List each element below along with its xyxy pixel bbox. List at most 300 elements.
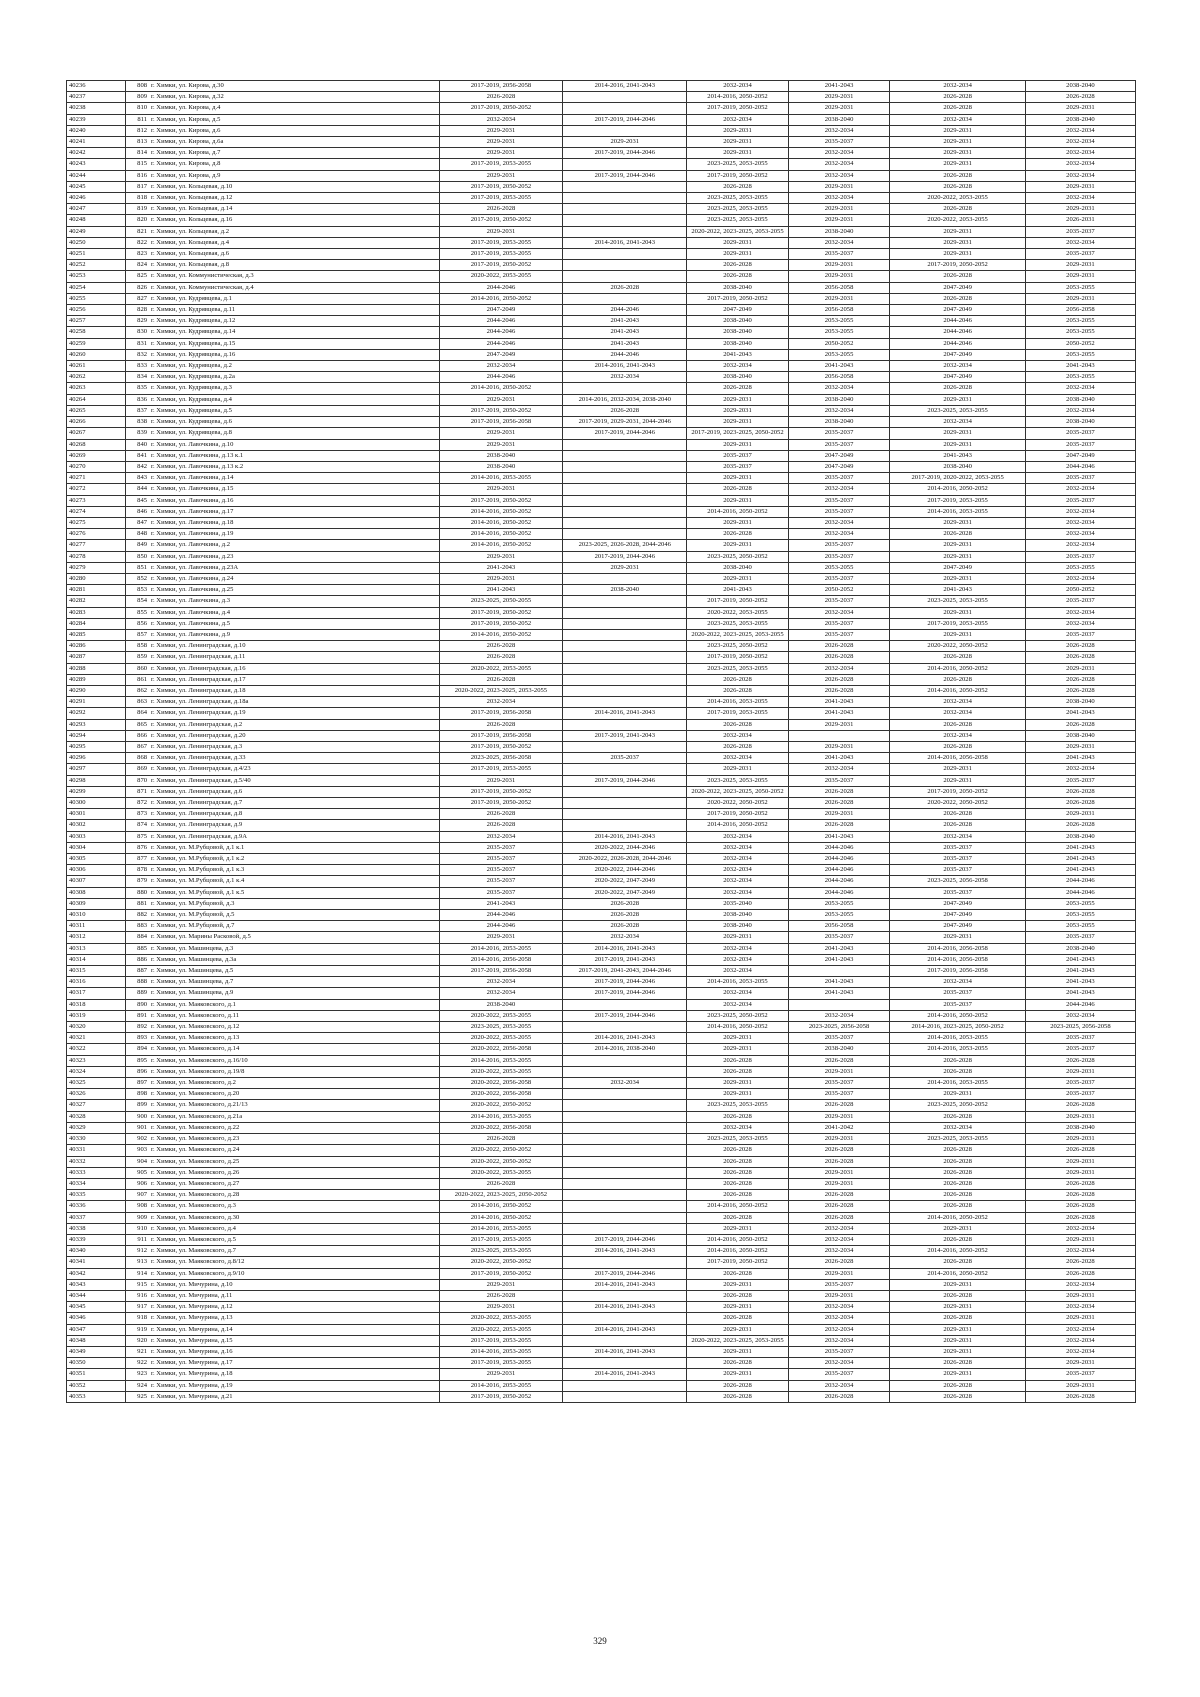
row-id-cell: 40255 bbox=[67, 293, 126, 304]
period-cell: 2014-2016, 2050-2052 bbox=[890, 484, 1025, 495]
period-cell: 2041-2042 bbox=[788, 1122, 890, 1133]
table-row bbox=[67, 910, 1136, 921]
period-cell: 2029-2031 bbox=[439, 573, 563, 584]
row-id-cell: 40244 bbox=[67, 170, 126, 181]
period-cell: 2020-2022, 2053-2055 bbox=[439, 1066, 563, 1077]
period-cell: 2026-2028 bbox=[563, 282, 687, 293]
period-cell: 2032-2034 bbox=[1025, 1279, 1135, 1290]
row-id-cell: 40247 bbox=[67, 204, 126, 215]
period-cell: 2014-2016, 2053-2055 bbox=[439, 1346, 563, 1357]
table-row bbox=[67, 125, 1136, 136]
period-cell: 2029-2031 bbox=[1025, 204, 1135, 215]
address-cell: г. Химки, ул. Ленинградская, д.20 bbox=[149, 730, 439, 741]
table-row bbox=[67, 753, 1136, 764]
period-cell: 2032-2034 bbox=[890, 977, 1025, 988]
row-number-cell: 871 bbox=[126, 786, 149, 797]
period-cell: 2053-2055 bbox=[1025, 910, 1135, 921]
table-row bbox=[67, 1033, 1136, 1044]
table-row bbox=[67, 607, 1136, 618]
row-number-cell: 822 bbox=[126, 237, 149, 248]
period-cell bbox=[563, 1022, 687, 1033]
period-cell: 2032-2034 bbox=[1025, 405, 1135, 416]
row-number-cell: 887 bbox=[126, 966, 149, 977]
period-cell: 2032-2034 bbox=[687, 1122, 789, 1133]
period-cell: 2017-2019, 2053-2055 bbox=[439, 237, 563, 248]
period-cell: 2035-2037 bbox=[788, 1369, 890, 1380]
period-cell bbox=[563, 193, 687, 204]
period-cell: 2032-2034 bbox=[788, 1358, 890, 1369]
period-cell: 2023-2025, 2050-2052 bbox=[687, 1010, 789, 1021]
period-cell: 2035-2037 bbox=[439, 854, 563, 865]
row-number-cell: 886 bbox=[126, 954, 149, 965]
period-cell: 2029-2031 bbox=[687, 439, 789, 450]
period-cell: 2017-2019, 2044-2046 bbox=[563, 1268, 687, 1279]
period-cell: 2032-2034 bbox=[788, 383, 890, 394]
address-cell: г. Химки, ул. Лавочкина, д.3 bbox=[149, 596, 439, 607]
table-row bbox=[67, 798, 1136, 809]
period-cell: 2023-2025, 2050-2052 bbox=[890, 1100, 1025, 1111]
table-row bbox=[67, 1078, 1136, 1089]
table-row bbox=[67, 764, 1136, 775]
period-cell: 2032-2034 bbox=[687, 999, 789, 1010]
address-cell: г. Химки, ул. М.Рубцовой, д.1 к.4 bbox=[149, 876, 439, 887]
period-cell bbox=[563, 249, 687, 260]
table-row bbox=[67, 327, 1136, 338]
row-id-cell: 40327 bbox=[67, 1100, 126, 1111]
row-number-cell: 904 bbox=[126, 1156, 149, 1167]
period-cell bbox=[563, 809, 687, 820]
period-cell: 2029-2031 bbox=[439, 932, 563, 943]
row-id-cell: 40305 bbox=[67, 854, 126, 865]
table-row bbox=[67, 1223, 1136, 1234]
period-cell bbox=[563, 719, 687, 730]
period-cell: 2029-2031 bbox=[890, 159, 1025, 170]
period-cell: 2053-2055 bbox=[1025, 921, 1135, 932]
row-number-cell: 902 bbox=[126, 1134, 149, 1145]
period-cell: 2029-2031 bbox=[687, 125, 789, 136]
period-cell bbox=[563, 1290, 687, 1301]
period-cell: 2044-2046 bbox=[890, 338, 1025, 349]
period-cell: 2029-2031 bbox=[687, 394, 789, 405]
period-cell: 2032-2034 bbox=[1025, 1324, 1135, 1335]
table-row bbox=[67, 1010, 1136, 1021]
row-number-cell: 895 bbox=[126, 1055, 149, 1066]
period-cell: 2020-2022, 2053-2055 bbox=[890, 193, 1025, 204]
period-cell: 2026-2028 bbox=[1025, 1257, 1135, 1268]
period-cell: 2026-2028 bbox=[1025, 1268, 1135, 1279]
row-id-cell: 40253 bbox=[67, 271, 126, 282]
address-cell: г. Химки, ул. Маяковского, д.21а bbox=[149, 1111, 439, 1122]
period-cell: 2020-2022, 2044-2046 bbox=[563, 865, 687, 876]
row-number-cell: 859 bbox=[126, 652, 149, 663]
period-cell: 2029-2031 bbox=[890, 932, 1025, 943]
period-cell: 2026-2028 bbox=[788, 1156, 890, 1167]
period-cell: 2026-2028 bbox=[890, 741, 1025, 752]
period-cell: 2026-2028 bbox=[788, 820, 890, 831]
period-cell: 2032-2034 bbox=[1025, 193, 1135, 204]
row-number-cell: 848 bbox=[126, 529, 149, 540]
period-cell: 2038-2040 bbox=[687, 372, 789, 383]
period-cell: 2041-2043 bbox=[439, 585, 563, 596]
period-cell: 2029-2031 bbox=[1025, 293, 1135, 304]
period-cell: 2017-2019, 2050-2052 bbox=[439, 181, 563, 192]
period-cell: 2044-2046 bbox=[788, 842, 890, 853]
period-cell: 2029-2031 bbox=[687, 932, 789, 943]
period-cell: 2017-2019, 2050-2052 bbox=[687, 652, 789, 663]
period-cell: 2047-2049 bbox=[890, 562, 1025, 573]
row-number-cell: 875 bbox=[126, 831, 149, 842]
period-cell: 2020-2022, 2023-2025, 2053-2055 bbox=[687, 1335, 789, 1346]
row-number-cell: 818 bbox=[126, 193, 149, 204]
period-cell: 2044-2046 bbox=[788, 887, 890, 898]
period-cell: 2041-2043 bbox=[788, 831, 890, 842]
address-cell: г. Химки, ул. Лавочкина, д.16 bbox=[149, 495, 439, 506]
period-cell: 2014-2016, 2056-2058 bbox=[439, 954, 563, 965]
row-number-cell: 870 bbox=[126, 775, 149, 786]
period-cell: 2038-2040 bbox=[788, 417, 890, 428]
period-cell: 2014-2016, 2041-2043 bbox=[563, 1346, 687, 1357]
period-cell: 2032-2034 bbox=[890, 697, 1025, 708]
period-cell bbox=[563, 383, 687, 394]
period-cell: 2026-2028 bbox=[890, 1380, 1025, 1391]
table-row bbox=[67, 394, 1136, 405]
row-number-cell: 825 bbox=[126, 271, 149, 282]
table-row bbox=[67, 305, 1136, 316]
period-cell: 2053-2055 bbox=[788, 327, 890, 338]
period-cell: 2026-2028 bbox=[890, 652, 1025, 663]
row-number-cell: 884 bbox=[126, 932, 149, 943]
table-row bbox=[67, 271, 1136, 282]
period-cell: 2017-2019, 2053-2055 bbox=[439, 249, 563, 260]
period-cell: 2029-2031 bbox=[890, 1279, 1025, 1290]
period-cell: 2029-2031 bbox=[890, 249, 1025, 260]
period-cell: 2017-2019, 2056-2058 bbox=[439, 966, 563, 977]
row-id-cell: 40313 bbox=[67, 943, 126, 954]
row-number-cell: 891 bbox=[126, 1010, 149, 1021]
row-id-cell: 40296 bbox=[67, 753, 126, 764]
address-cell: г. Химки, ул. Маяковского, д.21/13 bbox=[149, 1100, 439, 1111]
period-cell: 2029-2031 bbox=[1025, 1111, 1135, 1122]
period-cell: 2023-2025, 2053-2055 bbox=[687, 159, 789, 170]
period-cell: 2026-2028 bbox=[890, 181, 1025, 192]
table-row bbox=[67, 876, 1136, 887]
row-id-cell: 40302 bbox=[67, 820, 126, 831]
period-cell: 2035-2037 bbox=[788, 618, 890, 629]
table-row bbox=[67, 237, 1136, 248]
period-cell: 2035-2037 bbox=[788, 137, 890, 148]
period-cell bbox=[563, 1257, 687, 1268]
period-cell: 2020-2022, 2026-2028, 2044-2046 bbox=[563, 854, 687, 865]
period-cell: 2056-2058 bbox=[1025, 305, 1135, 316]
period-cell bbox=[563, 1134, 687, 1145]
table-row bbox=[67, 114, 1136, 125]
row-number-cell: 888 bbox=[126, 977, 149, 988]
period-cell: 2020-2022, 2044-2046 bbox=[563, 842, 687, 853]
period-cell: 2026-2028 bbox=[788, 1257, 890, 1268]
address-cell: г. Химки, ул. Маяковского, д.20 bbox=[149, 1089, 439, 1100]
period-cell: 2035-2037 bbox=[1025, 596, 1135, 607]
period-cell: 2032-2034 bbox=[687, 876, 789, 887]
address-cell: г. Химки, ул. Кудрявцева, д.4 bbox=[149, 394, 439, 405]
address-cell: г. Химки, ул. Кольцевая, д.2 bbox=[149, 226, 439, 237]
period-cell: 2056-2058 bbox=[788, 305, 890, 316]
row-number-cell: 856 bbox=[126, 618, 149, 629]
period-cell: 2032-2034 bbox=[687, 943, 789, 954]
table-row bbox=[67, 1089, 1136, 1100]
period-cell: 2032-2034 bbox=[1025, 159, 1135, 170]
period-cell: 2026-2028 bbox=[890, 103, 1025, 114]
period-cell: 2014-2016, 2050-2052 bbox=[890, 1010, 1025, 1021]
row-number-cell: 922 bbox=[126, 1358, 149, 1369]
period-cell: 2020-2022, 2047-2049 bbox=[563, 887, 687, 898]
period-cell: 2041-2043 bbox=[1025, 361, 1135, 372]
row-id-cell: 40241 bbox=[67, 137, 126, 148]
period-cell: 2023-2025, 2053-2055 bbox=[687, 215, 789, 226]
period-cell: 2032-2034 bbox=[687, 753, 789, 764]
period-cell: 2017-2019, 2050-2052 bbox=[439, 786, 563, 797]
row-id-cell: 40319 bbox=[67, 1010, 126, 1021]
period-cell: 2038-2040 bbox=[788, 394, 890, 405]
period-cell: 2047-2049 bbox=[788, 461, 890, 472]
period-cell bbox=[563, 1190, 687, 1201]
period-cell: 2023-2025, 2053-2055 bbox=[890, 596, 1025, 607]
period-cell: 2032-2034 bbox=[1025, 1223, 1135, 1234]
table-row bbox=[67, 641, 1136, 652]
address-cell: г. Химки, ул. Кудрявцева, д.6 bbox=[149, 417, 439, 428]
period-cell: 2017-2019, 2050-2052 bbox=[439, 741, 563, 752]
period-cell: 2029-2031 bbox=[788, 809, 890, 820]
table-row bbox=[67, 865, 1136, 876]
period-cell: 2023-2025, 2053-2055 bbox=[439, 1022, 563, 1033]
period-cell: 2026-2028 bbox=[687, 1178, 789, 1189]
period-cell: 2032-2034 bbox=[788, 159, 890, 170]
period-cell: 2017-2019, 2050-2052 bbox=[439, 103, 563, 114]
row-id-cell: 40265 bbox=[67, 405, 126, 416]
period-cell: 2017-2019, 2050-2052 bbox=[890, 260, 1025, 271]
period-cell: 2041-2043 bbox=[1025, 954, 1135, 965]
period-cell: 2038-2040 bbox=[1025, 730, 1135, 741]
row-number-cell: 868 bbox=[126, 753, 149, 764]
period-cell bbox=[563, 1201, 687, 1212]
period-cell: 2032-2034 bbox=[788, 517, 890, 528]
row-id-cell: 40277 bbox=[67, 540, 126, 551]
period-cell: 2038-2040 bbox=[687, 562, 789, 573]
period-cell: 2029-2031 bbox=[1025, 260, 1135, 271]
period-cell: 2032-2034 bbox=[687, 81, 789, 92]
period-cell: 2026-2028 bbox=[890, 1066, 1025, 1077]
period-cell: 2029-2031 bbox=[687, 764, 789, 775]
period-cell: 2032-2034 bbox=[687, 865, 789, 876]
row-number-cell: 923 bbox=[126, 1369, 149, 1380]
period-cell: 2035-2037 bbox=[1025, 551, 1135, 562]
address-cell: г. Химки, ул. М.Рубцовой, д.3 bbox=[149, 898, 439, 909]
address-cell: г. Химки, ул. Ленинградская, д.9А bbox=[149, 831, 439, 842]
period-cell: 2014-2016, 2050-2052 bbox=[687, 1234, 789, 1245]
row-number-cell: 855 bbox=[126, 607, 149, 618]
period-cell: 2026-2028 bbox=[890, 1156, 1025, 1167]
row-number-cell: 880 bbox=[126, 887, 149, 898]
row-number-cell: 839 bbox=[126, 428, 149, 439]
row-number-cell: 836 bbox=[126, 394, 149, 405]
address-cell: г. Химки, ул. Мичурина, д.10 bbox=[149, 1279, 439, 1290]
row-number-cell: 917 bbox=[126, 1302, 149, 1313]
period-cell: 2029-2031 bbox=[439, 137, 563, 148]
period-cell: 2017-2019, 2044-2046 bbox=[563, 428, 687, 439]
period-cell: 2032-2034 bbox=[788, 148, 890, 159]
period-cell: 2050-2052 bbox=[788, 585, 890, 596]
table-row bbox=[67, 1279, 1136, 1290]
row-id-cell: 40338 bbox=[67, 1223, 126, 1234]
table-row bbox=[67, 730, 1136, 741]
period-cell: 2035-2037 bbox=[788, 1279, 890, 1290]
period-cell: 2014-2016, 2050-2052 bbox=[687, 820, 789, 831]
period-cell: 2035-2037 bbox=[1025, 226, 1135, 237]
row-id-cell: 40337 bbox=[67, 1212, 126, 1223]
period-cell: 2029-2031 bbox=[1025, 271, 1135, 282]
table-row bbox=[67, 282, 1136, 293]
period-cell: 2014-2016, 2050-2052 bbox=[439, 629, 563, 640]
address-cell: г. Химки, ул. Лавочкина, д.17 bbox=[149, 506, 439, 517]
period-cell: 2038-2040 bbox=[687, 327, 789, 338]
period-cell: 2032-2034 bbox=[1025, 1335, 1135, 1346]
row-number-cell: 905 bbox=[126, 1167, 149, 1178]
address-cell: г. Химки, ул. Лавочкина, д.23 bbox=[149, 551, 439, 562]
period-cell: 2035-2037 bbox=[890, 999, 1025, 1010]
period-cell: 2029-2031 bbox=[563, 562, 687, 573]
period-cell: 2020-2022, 2053-2055 bbox=[439, 663, 563, 674]
period-cell: 2029-2031 bbox=[687, 1302, 789, 1313]
row-id-cell: 40269 bbox=[67, 450, 126, 461]
period-cell: 2035-2037 bbox=[1025, 1044, 1135, 1055]
period-cell: 2029-2031 bbox=[890, 1302, 1025, 1313]
table-row bbox=[67, 506, 1136, 517]
period-cell: 2014-2016, 2041-2043 bbox=[563, 943, 687, 954]
row-id-cell: 40351 bbox=[67, 1369, 126, 1380]
table-row bbox=[67, 1346, 1136, 1357]
period-cell: 2029-2031 bbox=[788, 1066, 890, 1077]
table-row bbox=[67, 629, 1136, 640]
period-cell: 2026-2028 bbox=[1025, 1391, 1135, 1402]
period-cell: 2035-2037 bbox=[1025, 495, 1135, 506]
period-cell: 2041-2043 bbox=[788, 977, 890, 988]
period-cell: 2038-2040 bbox=[1025, 831, 1135, 842]
period-cell: 2038-2040 bbox=[687, 921, 789, 932]
period-cell: 2014-2016, 2053-2055 bbox=[687, 977, 789, 988]
period-cell: 2029-2031 bbox=[439, 1369, 563, 1380]
period-cell bbox=[563, 215, 687, 226]
period-cell: 2026-2028 bbox=[1025, 820, 1135, 831]
period-cell: 2041-2043 bbox=[1025, 977, 1135, 988]
period-cell: 2029-2031 bbox=[1025, 181, 1135, 192]
period-cell: 2014-2016, 2053-2055 bbox=[890, 506, 1025, 517]
row-number-cell: 835 bbox=[126, 383, 149, 394]
period-cell: 2056-2058 bbox=[788, 282, 890, 293]
row-number-cell: 840 bbox=[126, 439, 149, 450]
period-cell: 2032-2034 bbox=[1025, 1246, 1135, 1257]
period-cell: 2017-2019, 2053-2055 bbox=[439, 1358, 563, 1369]
period-cell: 2017-2019, 2029-2031, 2044-2046 bbox=[563, 417, 687, 428]
period-cell bbox=[563, 652, 687, 663]
period-cell: 2053-2055 bbox=[1025, 372, 1135, 383]
row-number-cell: 882 bbox=[126, 910, 149, 921]
period-cell: 2014-2016, 2050-2052 bbox=[687, 1022, 789, 1033]
row-id-cell: 40297 bbox=[67, 764, 126, 775]
period-cell: 2038-2040 bbox=[1025, 394, 1135, 405]
period-cell: 2032-2034 bbox=[687, 988, 789, 999]
row-number-cell: 915 bbox=[126, 1279, 149, 1290]
row-number-cell: 881 bbox=[126, 898, 149, 909]
period-cell bbox=[563, 674, 687, 685]
row-id-cell: 40237 bbox=[67, 92, 126, 103]
address-cell: г. Химки, ул. Кудрявцева, д.12 bbox=[149, 316, 439, 327]
period-cell: 2032-2034 bbox=[788, 607, 890, 618]
row-id-cell: 40322 bbox=[67, 1044, 126, 1055]
period-cell: 2026-2028 bbox=[890, 170, 1025, 181]
address-cell: г. Химки, ул. Кольцевая, д.4 bbox=[149, 237, 439, 248]
period-cell: 2020-2022, 2053-2055 bbox=[439, 1313, 563, 1324]
period-cell bbox=[563, 1167, 687, 1178]
period-cell: 2026-2028 bbox=[439, 204, 563, 215]
table-row bbox=[67, 618, 1136, 629]
period-cell: 2026-2028 bbox=[439, 809, 563, 820]
period-cell: 2023-2025, 2053-2055 bbox=[687, 1134, 789, 1145]
period-cell: 2044-2046 bbox=[439, 316, 563, 327]
period-cell: 2032-2034 bbox=[439, 697, 563, 708]
address-cell: г. Химки, ул. Кирова, д.8 bbox=[149, 159, 439, 170]
period-cell: 2047-2049 bbox=[687, 305, 789, 316]
period-cell: 2032-2034 bbox=[563, 372, 687, 383]
table-row bbox=[67, 1066, 1136, 1077]
period-cell: 2035-2037 bbox=[439, 865, 563, 876]
period-cell: 2032-2034 bbox=[1025, 607, 1135, 618]
period-cell: 2014-2016, 2053-2055 bbox=[890, 1078, 1025, 1089]
period-cell: 2041-2043 bbox=[890, 585, 1025, 596]
period-cell bbox=[563, 495, 687, 506]
period-cell: 2020-2022, 2023-2025, 2050-2052 bbox=[687, 786, 789, 797]
address-cell: г. Химки, ул. Лавочкина, д.14 bbox=[149, 473, 439, 484]
row-id-cell: 40314 bbox=[67, 954, 126, 965]
table-row bbox=[67, 1122, 1136, 1133]
row-id-cell: 40345 bbox=[67, 1302, 126, 1313]
period-cell bbox=[563, 820, 687, 831]
period-cell: 2032-2034 bbox=[788, 1380, 890, 1391]
row-id-cell: 40275 bbox=[67, 517, 126, 528]
period-cell: 2038-2040 bbox=[563, 585, 687, 596]
period-cell: 2044-2046 bbox=[1025, 876, 1135, 887]
period-cell: 2035-2037 bbox=[439, 876, 563, 887]
row-id-cell: 40303 bbox=[67, 831, 126, 842]
period-cell: 2017-2019, 2041-2043 bbox=[563, 730, 687, 741]
period-cell: 2044-2046 bbox=[563, 305, 687, 316]
period-cell: 2026-2028 bbox=[687, 260, 789, 271]
period-cell: 2032-2034 bbox=[687, 730, 789, 741]
row-id-cell: 40316 bbox=[67, 977, 126, 988]
period-cell: 2017-2019, 2053-2055 bbox=[439, 193, 563, 204]
row-number-cell: 912 bbox=[126, 1246, 149, 1257]
period-cell: 2035-2037 bbox=[1025, 1078, 1135, 1089]
table-row bbox=[67, 674, 1136, 685]
period-cell bbox=[563, 1122, 687, 1133]
table-row bbox=[67, 1134, 1136, 1145]
address-cell: г. Химки, ул. Кольцевая, д.10 bbox=[149, 181, 439, 192]
row-number-cell: 879 bbox=[126, 876, 149, 887]
period-cell: 2017-2019, 2053-2055 bbox=[439, 1335, 563, 1346]
period-cell: 2026-2028 bbox=[1025, 1201, 1135, 1212]
table-row bbox=[67, 708, 1136, 719]
period-cell: 2032-2034 bbox=[788, 1246, 890, 1257]
table-row bbox=[67, 170, 1136, 181]
period-cell: 2032-2034 bbox=[687, 114, 789, 125]
